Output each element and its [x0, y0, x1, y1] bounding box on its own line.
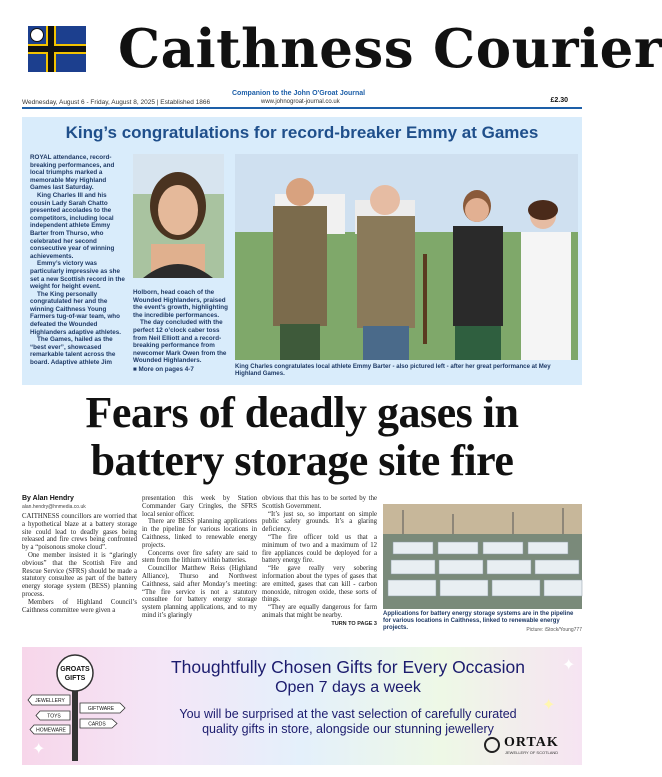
- article-paragraph: “He gave really very sobering information about the types of gases that are emitted, gases that can kill - carbon monoxide, nitrogen oxide, these sorts of things.: [262, 565, 377, 604]
- emmy-portrait-photo: [133, 154, 224, 278]
- headline-line-2: battery storage site fire: [90, 436, 514, 485]
- feature-paragraph: The day concluded with the perfect 12 o’clock caber toss from Neil Elliott and a record-breaking performance from newcomer Mark Owen from the Wounded Highlanders.: [133, 319, 227, 365]
- sign-arrow-text: GIFTWARE: [87, 706, 115, 712]
- feature-paragraph: King Charles III and his cousin Lady Sarah Chatto presented accolades to the competitors, including local independent athlete Emmy Barter from Thurso, who celebrated her second consecutive year of winning achievements.: [30, 191, 115, 260]
- article-column-2: [142, 495, 257, 620]
- ortak-logo: [484, 735, 572, 759]
- advert-hours: Open 7 days a week: [275, 679, 421, 696]
- article-paragraph: One member insisted it is “glaringly obvious” that the Scottish Fire and Rescue Service (SFRS) should be made a statutory consultee as part of the battery energy storage system (BESS) planning process.: [22, 551, 137, 598]
- groats-gifts-advert[interactable]: [22, 647, 582, 765]
- advert-body-line-1: You will be surprised at the vast selection of carefully curated: [179, 707, 517, 721]
- byline: By Alan Hendry: [22, 495, 74, 502]
- article-paragraph: “They are equally dangerous for farm animals that might be nearby.: [262, 604, 377, 619]
- sign-arrow-text: TOYS: [47, 713, 61, 720]
- feature-paragraph: The King personally congratulated her and the winning Caithness Young Farmers tug-of-war team, who defeated the Wounded Highlanders adaptive athletes.: [30, 290, 121, 336]
- advert-body-line-2: quality gifts in store, alongside our stunning jewellery: [202, 722, 494, 736]
- sign-arrow-text: JEWELLERY: [35, 698, 65, 704]
- feature-paragraph: The Games, hailed as the “best ever”, showcased remarkable talent across the board. Adaptive athlete Jim: [30, 336, 116, 367]
- more-pages-link[interactable]: ■ More on pages 4-7: [133, 365, 194, 373]
- ortak-logo-sub: JEWELLERY OF SCOTLAND: [505, 750, 559, 755]
- games-feature: [22, 117, 582, 385]
- headline-line-1: Fears of deadly gases in: [85, 388, 519, 437]
- lead-headline: [22, 389, 582, 485]
- feature-column-1: [30, 154, 128, 367]
- article-paragraph: There are BESS planning applications in the pipeline for various locations in Caithness, linked to renewable energy projects.: [142, 518, 257, 549]
- ortak-mark-icon: [484, 737, 500, 753]
- article-paragraph: “The fire officer told us that a minimum of two and a maximum of 12 fire appliances could be deployed for a battery energy fire.: [262, 533, 377, 565]
- sign-top-text-2: GIFTS: [64, 675, 86, 682]
- photo-credit: Picture: iStock/Young777: [526, 627, 582, 633]
- sign-arrow-text: HOMEWARE: [36, 727, 66, 734]
- sparkle-icon: ✦: [562, 657, 576, 674]
- article-paragraph: Councillor Matthew Reiss (Highland Alliance), Thurso and Northwest Caithness, said after Monday’s meeting: “The fire service is not a statutory consultee for battery energy storage system planning applications, and to my mind it’s glaringly: [142, 565, 257, 619]
- battery-photo-caption: Applications for battery energy storage systems are in the pipeline for various locations in Caithness, linked to renewable energy projects.: [383, 611, 574, 632]
- feature-column-2: [133, 289, 229, 374]
- advert-body: [114, 707, 582, 737]
- article-paragraph: Members of Highland Council’s Caithness committee were given a: [22, 598, 137, 614]
- sparkle-icon: ✦: [542, 697, 556, 714]
- feature-photo-caption: King Charles congratulates local athlete Emmy Barter - also pictured left - after her great performance at Mey Highland Games.: [235, 363, 551, 378]
- sign-arrow-text: CARDS: [88, 721, 106, 728]
- advert-headline: Thoughtfully Chosen Gifts for Every Occasion: [170, 657, 526, 677]
- masthead-rule: [22, 107, 582, 109]
- sign-top-text: GROATS: [60, 666, 90, 673]
- feature-paragraph: Emmy’s victory was particularly impressive as she set a new Scottish record in the weight for height event.: [30, 260, 125, 291]
- article-column-1: [22, 513, 137, 614]
- article-paragraph: presentation this week by Station Commander Gary Cringles, the SFRS local senior officer.: [142, 495, 257, 518]
- sparkle-icon: ✦: [32, 741, 46, 758]
- article-paragraph: CAITHNESS councillors are worried that a hypothetical blaze at a battery storage site could lead to deadly gases being released and fire crews being confronted by a “poisonous smoke cloud”.: [22, 513, 137, 552]
- author-email[interactable]: alan.hendry@hnmedia.co.uk: [22, 504, 86, 510]
- ortak-logo-name: ORTAK: [504, 735, 559, 750]
- battery-storage-photo: [383, 504, 582, 609]
- article-paragraph: obvious that this has to be sorted by the Scottish Government.: [262, 495, 377, 510]
- caithness-flag-logo: [28, 26, 86, 72]
- feature-paragraph: Holborn, head coach of the Wounded Highlanders, praised the event’s growth, highlighting the incredible performances.: [133, 289, 228, 319]
- tagline: Companion to the John O'Groat Journal: [232, 90, 366, 97]
- king-charles-photo: [235, 154, 578, 360]
- article-column-3: [262, 495, 377, 629]
- website: www.johnogroat-journal.co.uk: [261, 99, 340, 105]
- dateline: Wednesday, August 6 - Friday, August 8, 2025 | Established 1866: [22, 99, 211, 106]
- masthead: [0, 0, 662, 112]
- feature-paragraph: ROYAL attendance, record-breaking performances, and local triumphs marked a memorable Mey Highland Games last Saturday.: [30, 154, 115, 192]
- newspaper-title: Caithness Courier: [118, 18, 662, 80]
- price: £2.30: [550, 97, 568, 104]
- feature-headline: King’s congratulations for record-breaker Emmy at Games: [65, 123, 539, 142]
- turn-to-page-link[interactable]: TURN TO PAGE 3: [331, 620, 377, 627]
- article-paragraph: Concerns over fire safety are said to stem from the lithium within batteries.: [142, 549, 257, 565]
- article-paragraph: “It’s just so, so important on simple public safety grounds. It’s a glaring deficiency.: [262, 510, 377, 534]
